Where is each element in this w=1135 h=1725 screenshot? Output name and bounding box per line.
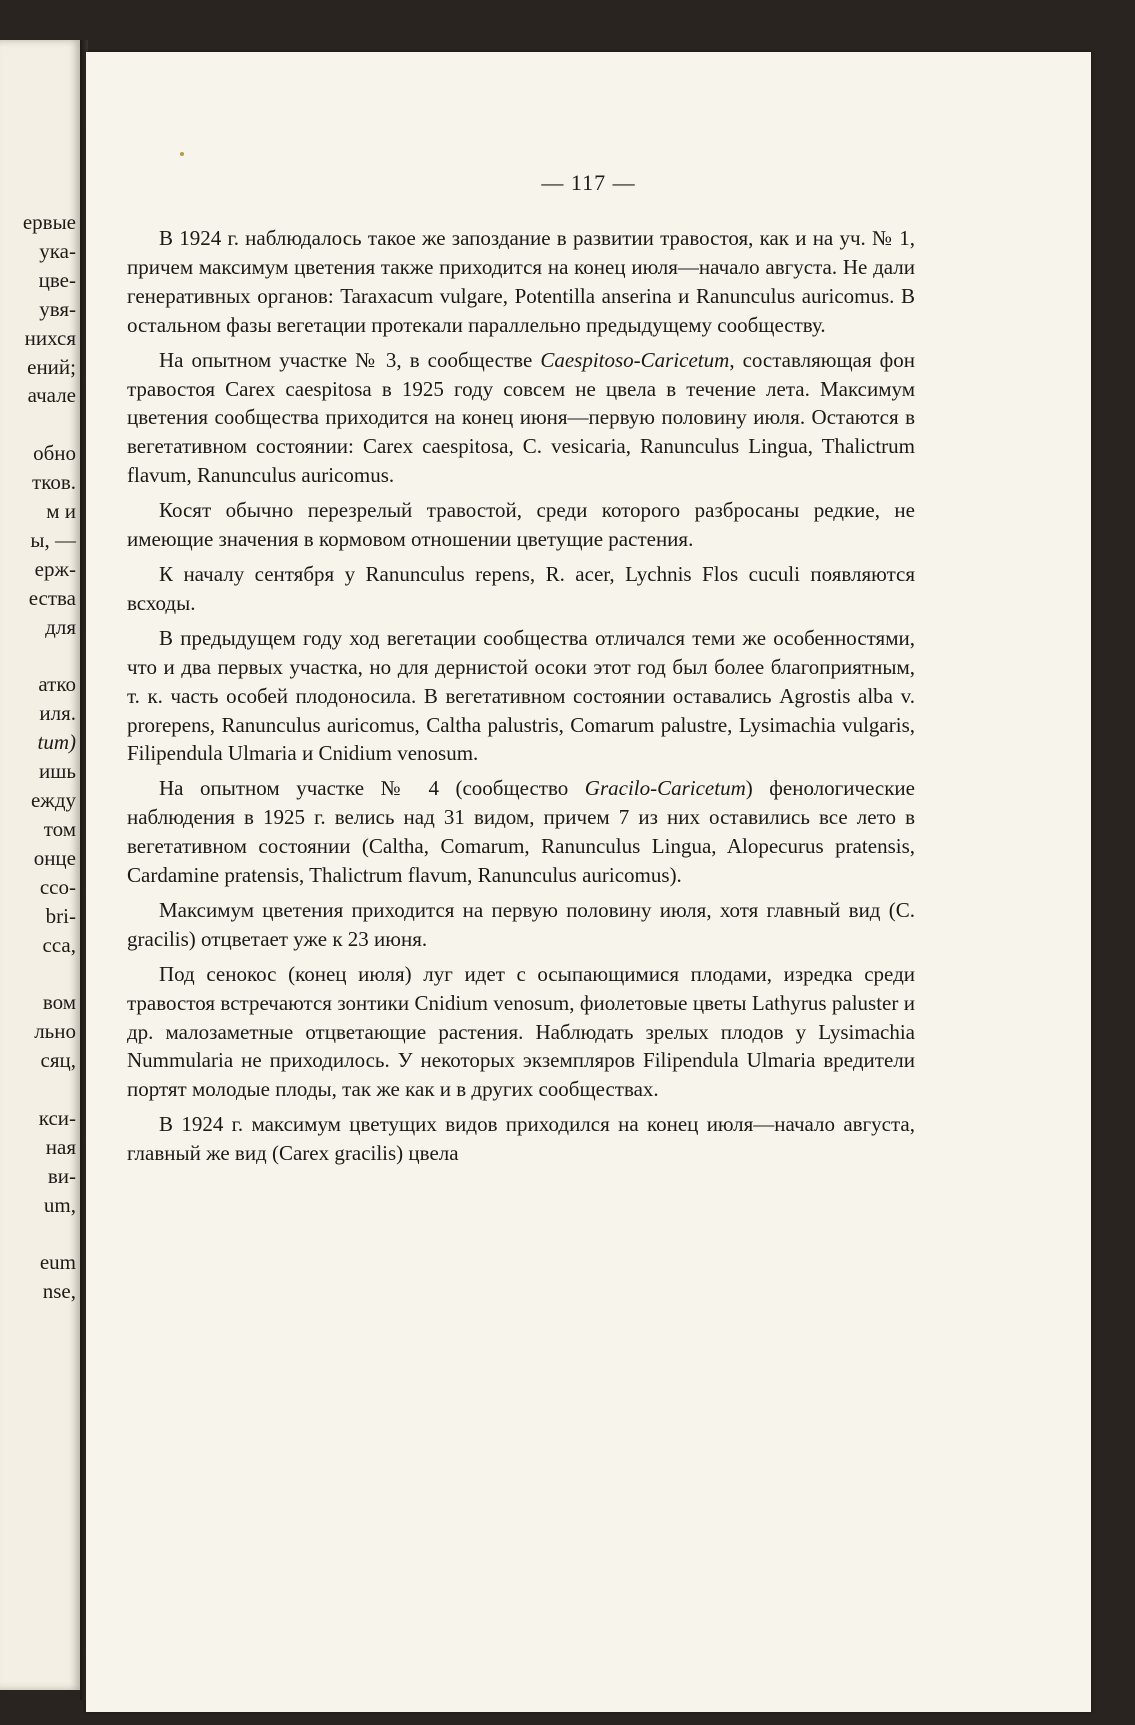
page-body [127,224,915,1174]
page-number: — 117 — [541,170,636,195]
italic-term: Caespitoso-Caricetum [540,347,730,372]
left-page-line: ная [45,1134,76,1159]
left-page-line: атко [38,672,76,697]
left-page-line: для [45,614,76,639]
paragraph [127,346,915,491]
paragraph [127,1110,915,1168]
left-page-line: кси- [38,1105,76,1130]
left-page-line: eum [39,1250,76,1275]
text-run: Под сенокос (конец июля) луг идет с осыпающимися плодами, изредка среди травостоя встречаются зонтики Cnidium venosum, фиолетовые цветы Lathyrus paluster и др. малозаметные отцветающие растения. Наблюдать зрелых плодов у Lysimachia Nummularia не приходилось. У некоторых экземпляров Filipendula Ulmaria вредители портят молодые плоды, так же как и в других сообществах. [127,961,915,1102]
text-run: , составляющая фон травостоя Carex caespitosa в 1925 году совсем не цвела в течение лета. Максимум цветения сообщества приходится на конец июня—первую половину июля. Остаются в вегетативном состоянии: Carex caespitosa, C. vesicaria, Ranunculus Lingua, Thalictrum flavum, Ranunculus auricomus. [127,347,915,488]
left-page-line: um, [43,1192,76,1217]
left-page-line: nse, [42,1279,76,1304]
left-page-line: онце [33,845,76,870]
paragraph [127,496,915,554]
left-page-line: нихся [24,325,76,350]
left-page-line: ачале [27,383,76,408]
text-run: В 1924 г. максимум цветущих видов приходился на конец июля—начало августа, главный же вид (Carex gracilis) цвела [127,1112,915,1166]
text-run: На опытном участке № 4 (сообщество [159,776,585,801]
left-page-line: ви- [47,1163,76,1188]
left-page-line: вом [42,990,76,1015]
book-page [86,52,1091,1712]
left-page-line: bri- [45,903,76,928]
left-page-line: сса, [42,932,76,957]
left-page-line: ы, — [30,527,76,552]
left-page-line: ука- [39,238,76,263]
paper-speck [180,152,184,156]
text-run: Максимум цветения приходится на первую половину июля, хотя главный вид (C. gracilis) отцветает уже к 23 июня. [127,897,915,951]
paragraph [127,960,915,1105]
left-page-line: обно [33,441,76,466]
text-run: В предыдущем году ход вегетации сообщества отличался теми же особенностями, что и два первых участка, но для дернистой осоки этот год был более благоприятным, т. к. часть особей плодоносила. В вегетативном состоянии оставались Agrostis alba v. prorepens, Ranunculus auricomus, Caltha palustris, Comarum palustre, Lysimachia vulgaris, Filipendula Ulmaria и Cnidium venosum. [127,625,915,766]
paragraph [127,224,915,340]
paragraph [127,896,915,954]
text-run: К началу сентября у Ranunculus repens, R. acer, Lychnis Flos cuculi появляются всходы. [127,561,915,615]
left-page-line: ервые [22,210,76,234]
left-page-line: иля. [39,701,76,726]
paragraph [127,774,915,890]
text-run: Косят обычно перезрелый травостой, среди которого разбросаны редкие, не имеющие значения в кормовом отношении цветущие растения. [127,498,915,552]
left-page-line: цве- [38,267,76,292]
left-page-line: м и [46,499,76,523]
left-page-line: ений; [27,354,76,379]
left-page-line: tum) [37,730,76,755]
text-run: В 1924 г. наблюдалось такое же запоздание в развитии травостоя, как и на уч. № 1, причем максимум цветения также приходится на конец июля—начало августа. Не дали генеративных органов: Taraxacum vulgare, Potentilla anserina и Ranunculus auricomus. В остальном фазы вегетации протекали параллельно предыдущему сообществу. [127,226,915,337]
text-run: На опытном участке № 3, в сообществе [159,347,541,372]
paragraph [127,624,915,769]
left-page-line: увя- [39,296,76,321]
left-page-line: ишь [39,759,76,784]
left-page-line: тков. [32,470,76,495]
text-run: ) фенологические наблюдения в 1925 г. велись над 31 видом, причем 7 из них оставились все лето в вегетативном состоянии (Caltha, Comarum, Ranunculus Lingua, Alopecurus pratensis, Cardamine pratensis, Thalictrum flavum, Ranunculus auricomus). [127,776,915,888]
paragraph [127,560,915,618]
left-page-line: ерж- [34,556,76,581]
left-page-line: сяц, [40,1048,76,1073]
previous-page-fragment [0,40,82,1690]
left-page-line: ссо- [39,874,76,899]
italic-term: Gracilo-Caricetum [584,776,746,801]
left-page-line: льно [34,1019,76,1044]
left-page-line: ежду [30,788,76,812]
left-page-line: том [43,816,76,841]
left-page-line: ества [28,585,76,610]
